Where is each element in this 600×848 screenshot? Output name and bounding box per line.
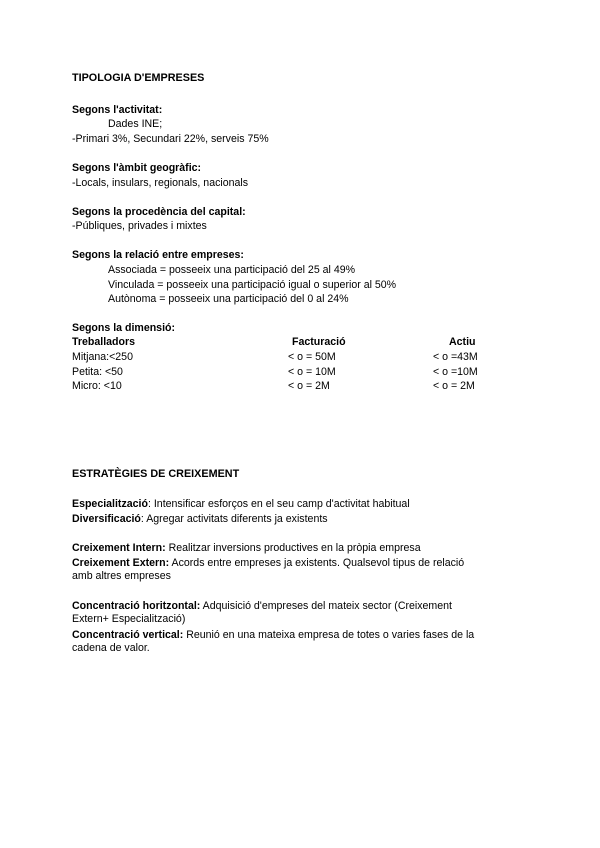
- table-cell: Mitjana:<250: [72, 351, 133, 363]
- strategy-item: [72, 542, 421, 555]
- strategy-desc: Reunió en una mateixa empresa de totes o varies fases de la cadena de valor.: [72, 629, 475, 654]
- strategy-desc: Intensificar esforços en el seu camp d'activitat habitual: [153, 498, 410, 510]
- relacio-item: Associada = posseeix una participació del 25 al 49%: [108, 264, 356, 276]
- strategy-sep: :: [147, 498, 154, 510]
- table-cell: Petita: <50: [72, 366, 123, 378]
- strategy-term: Concentració vertical:: [72, 629, 184, 641]
- table-row: [72, 351, 532, 364]
- relacio-item: Autònoma = posseeix una participació del 0 al 24%: [108, 293, 349, 305]
- ambit-text: -Locals, insulars, regionals, nacionals: [72, 177, 249, 189]
- column-header: Actiu: [449, 336, 476, 348]
- strategy-term: Creixement Intern:: [72, 542, 166, 554]
- table-cell: < o =43M: [433, 351, 478, 363]
- activitat-source: Dades INE;: [108, 118, 163, 130]
- strategy-item: [72, 513, 328, 526]
- table-cell: < o =10M: [433, 366, 478, 378]
- ambit-heading: Segons l'àmbit geogràfic:: [72, 162, 202, 174]
- capital-text: -Públiques, privades i mixtes: [72, 220, 207, 232]
- strategy-term: Diversificació: [72, 513, 141, 525]
- page-title: TIPOLOGIA D'EMPRESES: [72, 72, 205, 84]
- strategy-item: [72, 629, 484, 655]
- table-cell: < o = 50M: [288, 351, 336, 363]
- table-row: [72, 380, 532, 393]
- strategy-term: Concentració horitzontal:: [72, 600, 201, 612]
- section-title: ESTRATÈGIES DE CREIXEMENT: [72, 468, 240, 480]
- strategy-term: Especialització: [72, 498, 148, 510]
- strategy-desc: Acords entre empreses ja existents. Qualsevol tipus de relació amb altres empreses: [72, 557, 465, 582]
- table-cell: < o = 10M: [288, 366, 336, 378]
- strategy-item: [72, 557, 484, 583]
- strategy-desc: Adquisició d'empreses del mateix sector (Creixement Extern+ Especialització): [72, 600, 452, 625]
- activitat-data: -Primari 3%, Secundari 22%, serveis 75%: [72, 133, 269, 145]
- table-row: [72, 366, 532, 379]
- table-cell: < o = 2M: [433, 380, 475, 392]
- dimensio-heading: Segons la dimensió:: [72, 322, 176, 334]
- strategy-desc: Realitzar inversions productives en la pròpia empresa: [168, 542, 421, 554]
- strategy-item: [72, 498, 410, 511]
- column-header: Treballadors: [72, 336, 135, 348]
- activitat-heading: Segons l'activitat:: [72, 104, 163, 116]
- capital-heading: Segons la procedència del capital:: [72, 206, 246, 218]
- relacio-heading: Segons la relació entre empreses:: [72, 249, 244, 261]
- table-cell: < o = 2M: [288, 380, 330, 392]
- column-header: Facturació: [292, 336, 346, 348]
- strategy-item: [72, 600, 484, 626]
- strategy-term: Creixement Extern:: [72, 557, 170, 569]
- dimensio-table-header: [72, 336, 532, 349]
- strategy-desc: Agregar activitats diferents ja existents: [146, 513, 328, 525]
- relacio-item: Vinculada = posseeix una participació igual o superior al 50%: [108, 279, 397, 291]
- strategy-sep: :: [140, 513, 147, 525]
- table-cell: Micro: <10: [72, 380, 122, 392]
